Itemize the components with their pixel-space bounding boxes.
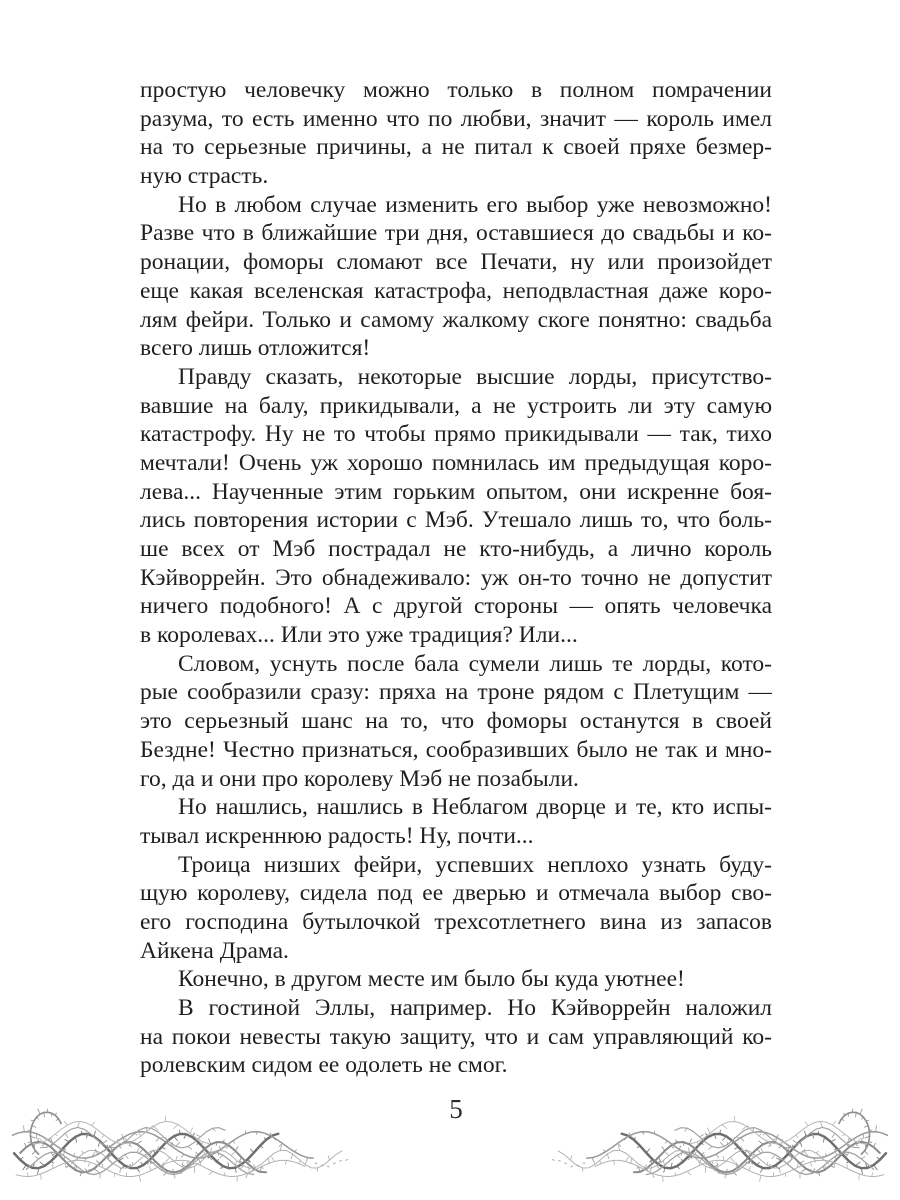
text-line: лева... Наученные этим горьким опытом, они искренне боя- xyxy=(140,478,772,505)
page-text xyxy=(140,76,772,1080)
bramble-ornament-right-icon xyxy=(550,1104,888,1196)
text-line: ничего подобного! А с другой стороны — опять человечка xyxy=(140,593,772,620)
text-line: Троица низших фейри, успевших неплохо узнать буду- xyxy=(178,851,772,878)
text-line: ронации, фоморы сломают все Печати, ну или произойдет xyxy=(140,249,772,276)
text-line: всего лишь отложится! xyxy=(140,335,371,362)
text-line: Айкена Драма. xyxy=(140,937,289,964)
text-line: это серьезный шанс на то, что фоморы останутся в своей xyxy=(140,708,772,735)
text-line: вавшие на балу, прикидывали, а не устроить ли эту самую xyxy=(140,392,772,419)
paragraph xyxy=(140,191,772,363)
text-line: Но в любом случае изменить его выбор уже невозможно! xyxy=(178,191,772,218)
text-line: еще какая вселенская катастрофа, неподвластная даже коро- xyxy=(140,277,772,304)
text-line: в королевах... Или это уже традиция? Или... xyxy=(140,622,578,649)
text-line: ролевским сидом ее одолеть не смог. xyxy=(140,1052,508,1079)
text-line: Кэйворрейн. Это обнадеживало: уж он-то точно не допустит xyxy=(140,564,772,591)
paragraph xyxy=(140,363,772,650)
text-line: простую человечку можно только в полном помрачении xyxy=(140,77,772,103)
bramble-svg-left xyxy=(12,1104,350,1196)
text-line: ше всех от Мэб пострадал не кто-нибудь, а лично король xyxy=(140,536,772,562)
paragraph xyxy=(140,76,772,191)
text-line: тывал искреннюю радость! Ну, почти... xyxy=(140,822,534,849)
text-line: его господина бутылочкой трехсотлетнего вина из запасов xyxy=(140,908,772,935)
text-line: Конечно, в другом месте им было бы куда уютнее! xyxy=(178,966,685,993)
text-line: Но нашлись, нашлись в Неблагом дворце и те, кто испы- xyxy=(178,794,772,821)
paragraph xyxy=(140,650,772,793)
paragraph xyxy=(140,851,772,966)
text-line: Бездне! Честно признаться, сообразивших было не так и мно- xyxy=(140,736,772,763)
bramble-ornament-left-icon xyxy=(12,1104,350,1196)
text-line: Разве что в ближайшие три дня, оставшиеся до свадьбы и ко- xyxy=(140,220,772,247)
text-line: лям фейри. Только и самому жалкому скоге понятно: свадьба xyxy=(140,306,772,333)
text-line: го, да и они про королеву Мэб не позабыли. xyxy=(140,765,579,792)
text-line: разума, то есть именно что по любви, значит — король имел xyxy=(140,105,772,132)
text-line: на то серьезные причины, а не питал к своей пряхе безмер- xyxy=(140,134,772,161)
paragraph xyxy=(140,994,772,1080)
text-line: на покои невесты такую защиту, что и сам управляющий ко- xyxy=(140,1023,772,1050)
page-number: 5 xyxy=(449,1094,463,1124)
text-line: рые сообразили сразу: пряха на троне рядом с Плетущим — xyxy=(140,679,772,706)
text-line: катастрофу. Ну не то чтобы прямо прикидывали — так, тихо xyxy=(140,421,772,448)
text-line: щую королеву, сидела под ее дверью и отмечала выбор сво- xyxy=(140,880,772,907)
paragraph xyxy=(140,793,772,850)
text-line: ную страсть. xyxy=(140,163,269,190)
text-line: мечтали! Очень уж хорошо помнилась им предыдущая коро- xyxy=(140,449,772,476)
text-line: лись повторения истории с Мэб. Утешало лишь то, что боль- xyxy=(140,507,772,534)
text-line: Словом, уснуть после бала сумели лишь те лорды, кото- xyxy=(178,650,772,677)
bramble-svg-right xyxy=(550,1104,888,1196)
paragraph xyxy=(140,965,772,994)
text-line: Правду сказать, некоторые высшие лорды, присутство- xyxy=(178,363,772,390)
text-line: В гостиной Эллы, например. Но Кэйворрейн наложил xyxy=(178,995,772,1021)
